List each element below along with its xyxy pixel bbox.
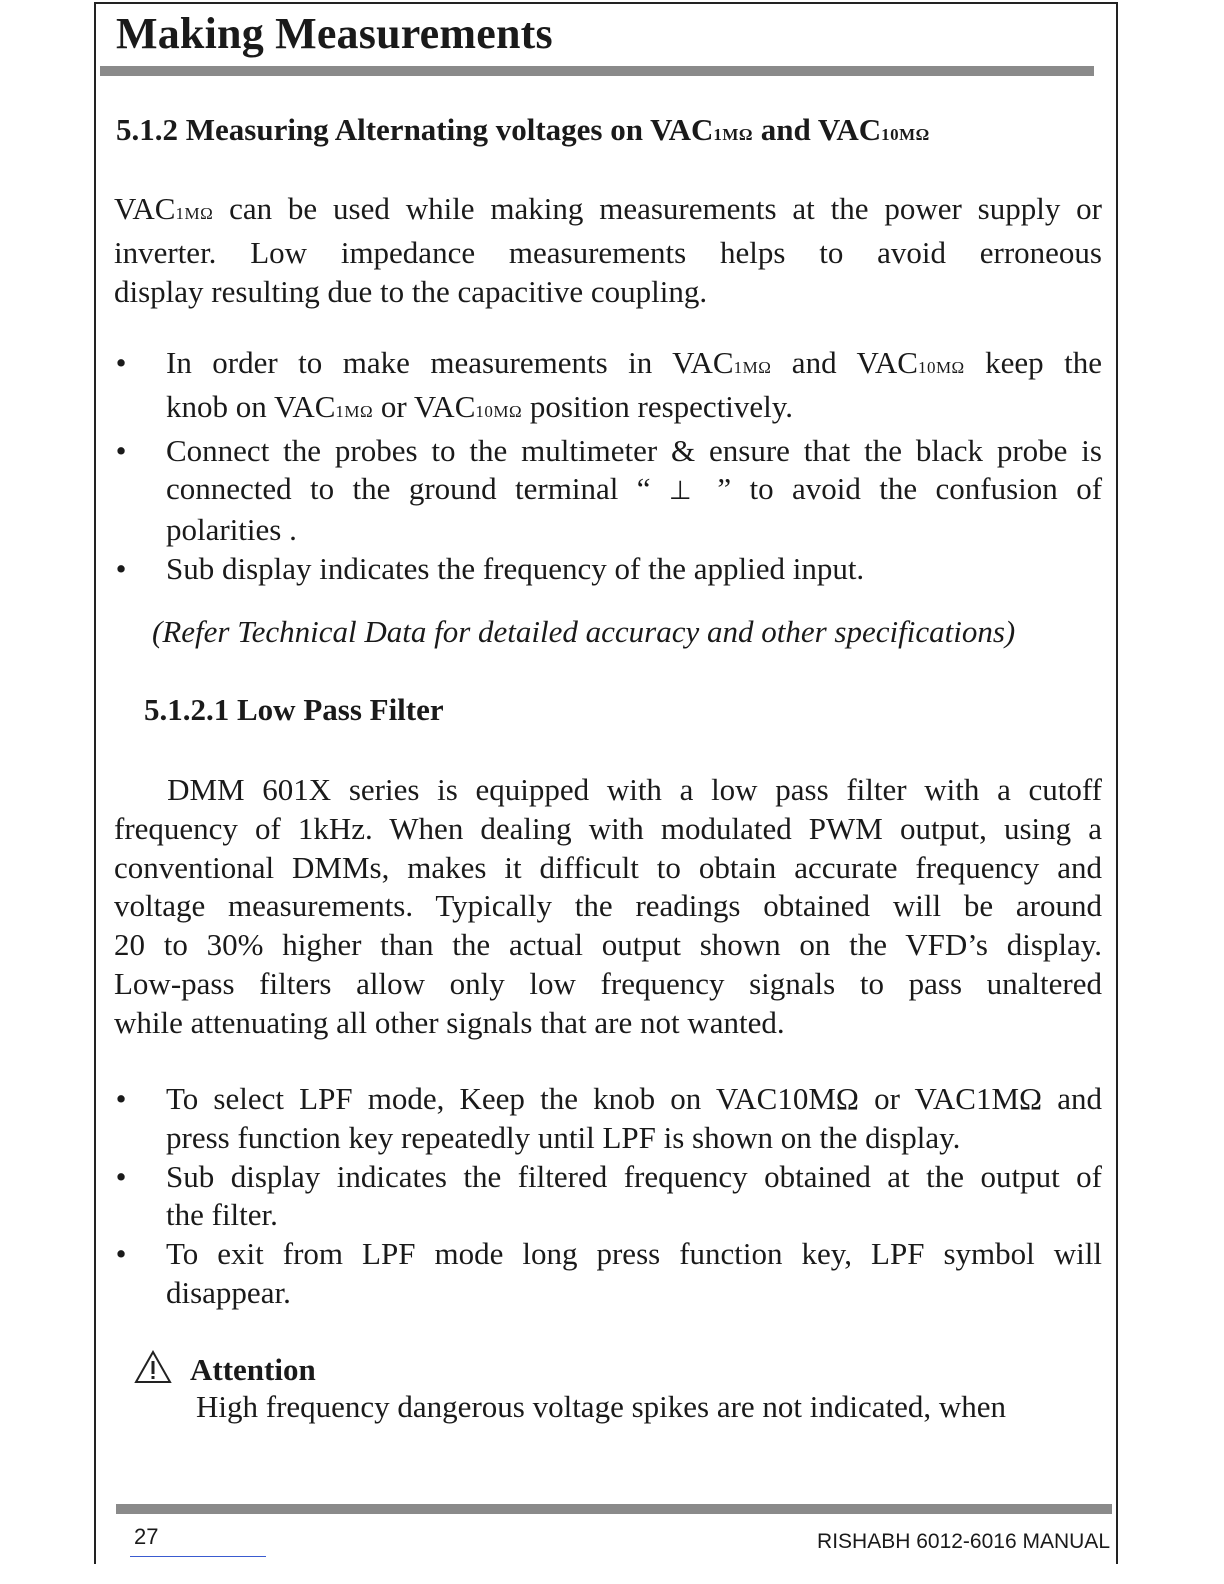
intro-line-2: inverter. Low impedance measurements helps to avoid erroneous: [114, 234, 1102, 270]
section-heading-and: and VAC: [753, 112, 882, 147]
bullet-line: the filter.: [166, 1197, 278, 1233]
lpf-line: voltage measurements. Typically the readings obtained will be around: [114, 888, 1102, 924]
intro-line-1: VAC1MΩ can be used while making measurements at the power supply or: [114, 191, 1102, 226]
ground-symbol-icon: ⊥: [668, 476, 692, 507]
warning-triangle-icon: [134, 1350, 172, 1384]
bullet-line: Sub display indicates the frequency of the applied input.: [166, 550, 865, 586]
page-title: Making Measurements: [116, 9, 553, 58]
lpf-paragraph: [114, 771, 1102, 1043]
intro-paragraph: [114, 190, 1102, 311]
attention-title: Attention: [190, 1352, 316, 1387]
bullet-line: disappear.: [166, 1274, 291, 1310]
list-item: [114, 1158, 1102, 1236]
bullet-line: In order to make measurements in VAC1MΩ and VAC10MΩ keep the: [166, 345, 1103, 380]
intro-line-3: display resulting due to the capacitive coupling.: [114, 273, 708, 309]
page-number-underline: [130, 1556, 266, 1557]
bullet-line: press function key repeatedly until LPF is shown on the display.: [166, 1119, 961, 1155]
bullet-line: Connect the probes to the multimeter & ensure that the black probe is: [166, 432, 1102, 468]
lpf-line: 20 to 30% higher than the actual output shown on the VFD’s display.: [114, 927, 1102, 963]
lpf-line: DMM 601X series is equipped with a low pass filter with a cutoff: [114, 772, 1102, 807]
list-item: [114, 344, 1102, 432]
bullet-dot: •: [115, 345, 127, 380]
lpf-line: Low-pass filters allow only low frequency signals to pass unaltered: [114, 965, 1102, 1001]
bullet-dot: •: [115, 432, 127, 468]
bullet-line: Sub display indicates the filtered frequency obtained at the output of: [166, 1158, 1102, 1194]
section-heading-text: 5.1.2 Measuring Alternating voltages on VAC: [116, 112, 714, 147]
header-rule: [100, 66, 1094, 76]
lpf-line: while attenuating all other signals that are not wanted.: [114, 1004, 785, 1040]
lpf-line: frequency of 1kHz. When dealing with modulated PWM output, using a: [114, 810, 1102, 846]
list-item: [114, 1235, 1102, 1313]
bullet-dot: •: [115, 550, 127, 586]
list-item: [114, 432, 1102, 550]
bullet-list-vac: [114, 344, 1102, 589]
page-number: 27: [134, 1524, 159, 1549]
bullet-line: To exit from LPF mode long press function key, LPF symbol will: [166, 1236, 1102, 1272]
manual-title: RISHABH 6012-6016 MANUAL: [817, 1530, 1110, 1553]
subscript-10m: 10MΩ: [881, 125, 930, 144]
bullet-line: To select LPF mode, Keep the knob on VAC10MΩ or VAC1MΩ and: [166, 1081, 1102, 1116]
lpf-line: conventional DMMs, makes it difficult to obtain accurate frequency and: [114, 849, 1102, 885]
attention-block: [134, 1350, 316, 1388]
reference-note: (Refer Technical Data for detailed accuracy and other specifications): [152, 614, 1016, 649]
bullet-line: connected to the ground terminal “ ⊥ ” to avoid the confusion of: [166, 470, 1102, 511]
bullet-dot: •: [115, 1236, 127, 1272]
bullet-line: knob on VAC1MΩ or VAC10MΩ position respectively.: [166, 388, 794, 424]
subsection-heading: 5.1.2.1 Low Pass Filter: [144, 692, 444, 727]
bullet-list-lpf: [114, 1080, 1102, 1313]
section-heading: [116, 112, 930, 148]
list-item: [114, 1080, 1102, 1158]
bullet-dot: •: [115, 1158, 127, 1194]
bullet-dot: •: [115, 1081, 127, 1116]
attention-text: High frequency dangerous voltage spikes are not indicated, when: [196, 1389, 1007, 1424]
bullet-line: polarities .: [166, 512, 297, 548]
footer-rule: [116, 1504, 1112, 1514]
list-item: [114, 550, 1102, 589]
subscript-1m: 1MΩ: [713, 125, 754, 144]
